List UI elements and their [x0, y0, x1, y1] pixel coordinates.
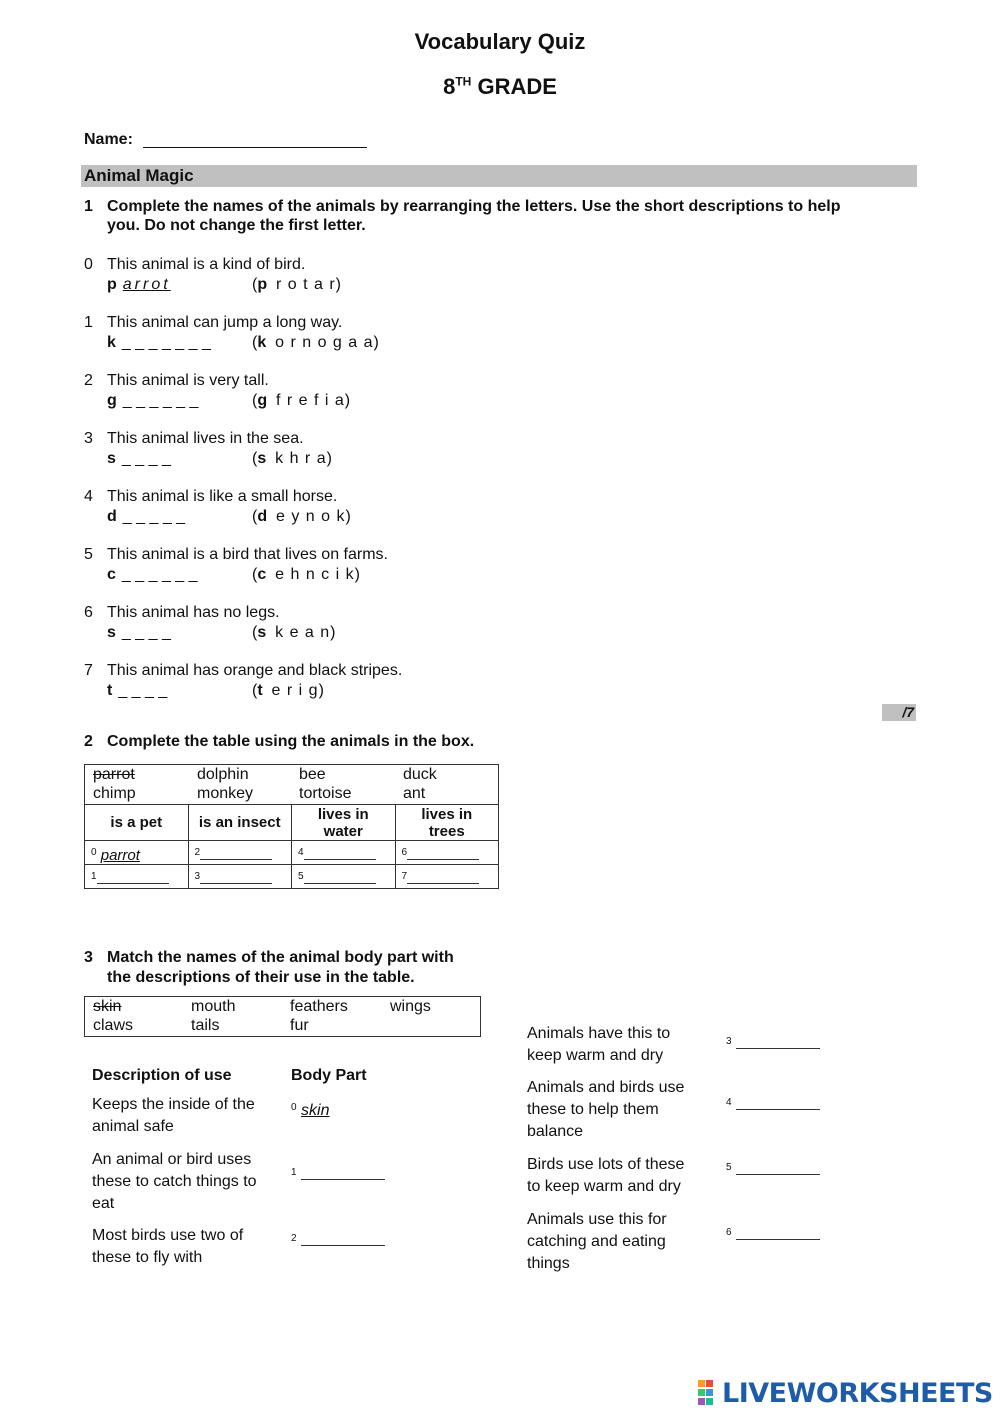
- q3-desc-6: Animals use this for catching and eating things: [527, 1211, 667, 1272]
- q2-instruction: Complete the table using the animals in the box.: [107, 733, 475, 750]
- first-letter: d: [107, 508, 117, 525]
- q1-item-letters: (t e r i g): [252, 682, 325, 699]
- q1-item-number: 2: [84, 372, 93, 389]
- q1-item-description: This animal lives in the sea.: [107, 430, 304, 447]
- answer-blank[interactable]: _ _ _ _ _ _: [122, 392, 199, 409]
- scrambled-letters: f r e f i a): [276, 392, 352, 409]
- scrambled-letters: e r i g): [271, 682, 325, 699]
- example-answer: parrot: [100, 847, 140, 864]
- q1-item-answer[interactable]: [107, 565, 198, 585]
- first-letter: p: [257, 276, 268, 293]
- score-text: /7: [902, 704, 914, 720]
- q1-item-number: 5: [84, 546, 93, 563]
- answer-blank[interactable]: _ _ _ _: [118, 682, 168, 699]
- q1-item-letters: (p r o t a r): [252, 276, 343, 293]
- first-letter: s: [107, 450, 116, 467]
- table-cell: $^0$ parrot: [85, 841, 189, 865]
- name-label: Name:: [84, 131, 133, 148]
- word-box-item: chimp: [93, 785, 136, 802]
- word-box-item: dolphin: [197, 766, 249, 783]
- section-bar: [81, 165, 917, 187]
- first-letter: s: [257, 450, 267, 467]
- col-bodypart-header: Body Part: [291, 1067, 367, 1084]
- q1-number: 1: [84, 198, 93, 215]
- name-field[interactable]: [143, 147, 367, 148]
- answer-blank[interactable]: _ _ _ _: [121, 624, 171, 641]
- q1-item-answer[interactable]: [107, 449, 171, 469]
- answer-blank[interactable]: _ _ _ _ _ _ _: [121, 334, 211, 351]
- word-box-item: mouth: [191, 998, 236, 1015]
- section-title: Animal Magic: [84, 166, 194, 185]
- q3-answer-2[interactable]: 2: [291, 1233, 385, 1251]
- table-cell[interactable]: 4: [292, 841, 396, 865]
- first-letter: g: [257, 392, 268, 409]
- liveworksheets-logo: [698, 1378, 993, 1408]
- example-answer: arrot: [122, 276, 171, 293]
- q3-desc-5: Birds use lots of these to keep warm and dry: [527, 1156, 685, 1195]
- word-box-item: ant: [403, 785, 426, 802]
- scrambled-letters: k e a n): [275, 624, 337, 641]
- answer-blank[interactable]: [304, 883, 376, 884]
- col-description-header: Description of use: [92, 1067, 232, 1084]
- table-cell[interactable]: 2: [188, 841, 292, 865]
- answer-blank[interactable]: [304, 859, 376, 860]
- answer-blank[interactable]: [200, 883, 272, 884]
- answer-blank[interactable]: _ _ _ _: [121, 450, 171, 467]
- q3-answer-5[interactable]: 5: [726, 1162, 820, 1180]
- answer-blank[interactable]: [301, 1245, 385, 1246]
- word-box-item: skin: [93, 998, 122, 1015]
- first-letter: k: [107, 334, 116, 351]
- answer-blank[interactable]: [407, 883, 479, 884]
- answer-blank[interactable]: [736, 1048, 820, 1049]
- answer-blank[interactable]: _ _ _ _ _: [122, 508, 186, 525]
- word-box-item: tortoise: [299, 785, 352, 802]
- q1-item-letters: (c e h n c i k): [252, 566, 361, 583]
- first-letter: s: [107, 624, 116, 641]
- word-box-item: claws: [93, 1017, 134, 1034]
- scrambled-letters: o r n o g a a): [275, 334, 380, 351]
- col-header-insect: is an insect: [188, 805, 292, 841]
- answer-blank[interactable]: [200, 859, 272, 860]
- q1-item-number: 1: [84, 314, 93, 331]
- q1-item-answer[interactable]: [107, 391, 198, 411]
- q3-desc-1: An animal or bird uses these to catch things to eat: [92, 1151, 257, 1212]
- logo-icon: [698, 1380, 722, 1406]
- answer-blank[interactable]: [736, 1239, 820, 1240]
- q1-item-description: This animal is a bird that lives on farms.: [107, 546, 388, 563]
- q1-item-letters: (s k h r a): [252, 450, 333, 467]
- word-box-item: feathers: [290, 998, 348, 1015]
- q1-item-description: This animal can jump a long way.: [107, 314, 343, 331]
- q1-item-description: This animal is very tall.: [107, 372, 269, 389]
- word-box-item: monkey: [197, 785, 254, 802]
- first-letter: k: [257, 334, 267, 351]
- q3-answer-3[interactable]: 3: [726, 1036, 820, 1054]
- score-box: [882, 704, 916, 721]
- word-box-item: bee: [299, 766, 326, 783]
- q1-item-answer[interactable]: [107, 681, 167, 701]
- scrambled-letters: r o t a r): [276, 276, 343, 293]
- answer-blank[interactable]: _ _ _ _ _ _: [121, 566, 198, 583]
- q1-instruction-2: you. Do not change the first letter.: [107, 217, 366, 234]
- q1-item-answer[interactable]: [107, 623, 171, 643]
- answer-blank[interactable]: [736, 1109, 820, 1110]
- q1-item-number: 0: [84, 256, 93, 273]
- first-letter: t: [107, 682, 113, 699]
- answer-blank[interactable]: [736, 1174, 820, 1175]
- q3-answer-6[interactable]: 6: [726, 1227, 820, 1245]
- scrambled-letters: e y n o k): [276, 508, 352, 525]
- scrambled-letters: e h n c i k): [275, 566, 361, 583]
- q3-desc-4: Animals and birds use these to help them balance: [527, 1079, 685, 1140]
- first-letter: s: [257, 624, 267, 641]
- first-letter: g: [107, 392, 117, 409]
- first-letter: d: [257, 508, 268, 525]
- page-title: Vocabulary Quiz: [414, 29, 586, 54]
- example-answer: skin: [301, 1102, 330, 1119]
- col-header-trees: lives in trees: [395, 805, 499, 841]
- table-cell[interactable]: 1: [85, 865, 189, 889]
- col-header-water: lives in water: [292, 805, 396, 841]
- table-cell[interactable]: 5: [292, 865, 396, 889]
- logo-text: LIVEWORKSHEETS: [722, 1377, 993, 1409]
- q3-desc-3: Animals have this to keep warm and dry: [527, 1025, 671, 1064]
- word-box-item: parrot: [93, 766, 135, 783]
- q3-number: 3: [84, 949, 93, 966]
- word-box-item: wings: [390, 998, 431, 1015]
- word-box-item: duck: [403, 766, 437, 783]
- q1-item-number: 7: [84, 662, 93, 679]
- q1-item-number: 4: [84, 488, 93, 505]
- q1-item-number: 6: [84, 604, 93, 621]
- table-cell[interactable]: 3: [188, 865, 292, 889]
- q3-desc-0: Keeps the inside of the animal safe: [92, 1096, 255, 1135]
- grade-heading: 8TH GRADE: [443, 74, 557, 99]
- q1-item-letters: (k o r n o g a a): [252, 334, 380, 351]
- q1-item-description: This animal is like a small horse.: [107, 488, 338, 505]
- col-header-pet: is a pet: [85, 805, 189, 841]
- word-box-item: fur: [290, 1017, 309, 1034]
- q1-item-description: This animal is a kind of bird.: [107, 256, 306, 273]
- q1-item-description: This animal has no legs.: [107, 604, 280, 621]
- q3-desc-2: Most birds use two of these to fly with: [92, 1227, 244, 1266]
- q3-word-box: [84, 996, 481, 1037]
- q1-item-letters: (s k e a n): [252, 624, 337, 641]
- q3-answer-4[interactable]: 4: [726, 1097, 820, 1115]
- q2-number: 2: [84, 733, 93, 750]
- answer-blank[interactable]: [97, 883, 169, 884]
- q1-item-number: 3: [84, 430, 93, 447]
- answer-blank[interactable]: [301, 1179, 385, 1180]
- q2-word-box: [84, 764, 499, 804]
- q3-instruction-2: the descriptions of their use in the table.: [107, 969, 415, 986]
- q1-item-description: This animal has orange and black stripes.: [107, 662, 403, 679]
- q1-item-answer[interactable]: [107, 507, 185, 527]
- table-cell[interactable]: 7: [395, 865, 499, 889]
- q1-item-answer[interactable]: [107, 333, 211, 353]
- q3-answer-1[interactable]: 1: [291, 1167, 385, 1185]
- q1-instruction-1: Complete the names of the animals by rearranging the letters. Use the short descriptions to help: [107, 198, 841, 215]
- first-letter: p: [107, 276, 117, 293]
- answer-blank[interactable]: [407, 859, 479, 860]
- first-letter: c: [257, 566, 267, 583]
- q1-item-letters: (g f r e f i a): [252, 392, 352, 409]
- q3-answer-0: $^0$ skin: [291, 1102, 330, 1119]
- first-letter: c: [107, 566, 116, 583]
- first-letter: t: [257, 682, 263, 699]
- table-cell[interactable]: 6: [395, 841, 499, 865]
- scrambled-letters: k h r a): [275, 450, 333, 467]
- word-box-item: tails: [191, 1017, 220, 1034]
- q1-item-letters: (d e y n o k): [252, 508, 352, 525]
- q1-item-answer: [107, 275, 171, 295]
- q2-answer-table: [84, 804, 499, 889]
- q3-instruction-1: Match the names of the animal body part with: [107, 949, 454, 966]
